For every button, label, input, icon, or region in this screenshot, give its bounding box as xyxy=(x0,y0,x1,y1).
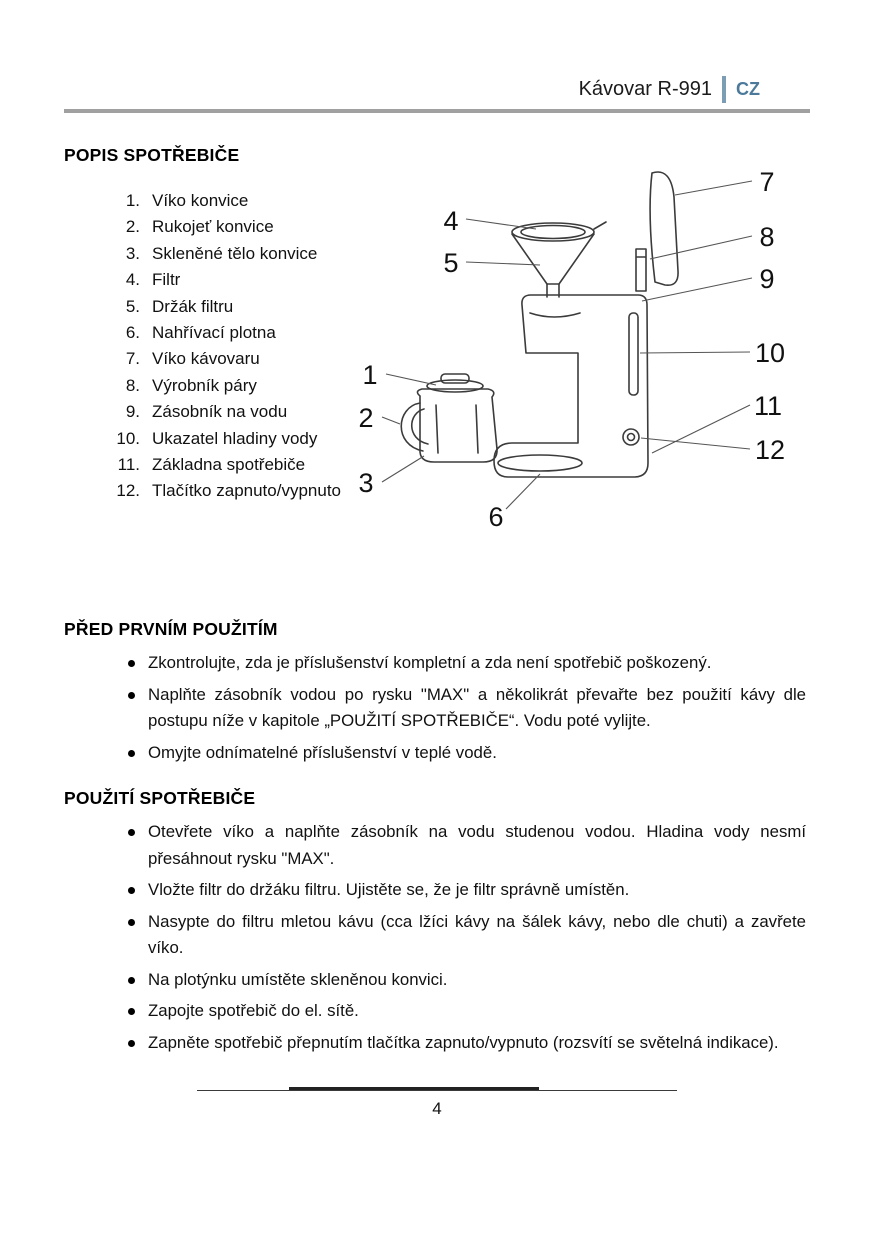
machine-body xyxy=(494,295,648,477)
before-first-use-list xyxy=(64,650,810,766)
section-heading-before-first-use: PŘED PRVNÍM POUŽITÍM xyxy=(64,619,278,639)
section-using-appliance xyxy=(64,788,810,1056)
item-number: 6. xyxy=(125,323,140,343)
page-content xyxy=(0,145,874,1056)
callout-11: 11 xyxy=(753,391,783,421)
header-rule xyxy=(64,109,810,113)
bullet-text: Naplňte zásobník vodou po rysku "MAX" a několikrát převařte bez použití kávy dle postupu níže v kapitole „POUŽITÍ SPOTŘEBIČE“. Vodu poté vylijte. xyxy=(148,684,806,730)
section-description xyxy=(64,145,810,597)
bullet-text: Otevřete víko a naplňte zásobník na vodu studenou vodou. Hladina vody nesmí přesáhnout rysku "MAX". xyxy=(148,822,806,868)
footer-rule xyxy=(197,1090,677,1091)
item-number: 12. xyxy=(116,481,140,501)
item-number: 2. xyxy=(125,217,140,237)
bullet-icon xyxy=(128,977,135,984)
callout-2: 2 xyxy=(358,403,374,433)
callout-5: 5 xyxy=(443,248,459,278)
bullet-icon xyxy=(128,750,135,757)
bullet-icon xyxy=(128,1008,135,1015)
callout-3: 3 xyxy=(358,468,374,498)
list-item xyxy=(126,998,806,1025)
page-number: 4 xyxy=(432,1099,442,1118)
callout-6: 6 xyxy=(488,502,504,532)
item-number: 8. xyxy=(125,375,140,395)
page-header xyxy=(0,0,874,113)
item-number: 5. xyxy=(125,296,140,316)
bullet-text: Zapojte spotřebič do el. sítě. xyxy=(148,1001,359,1020)
callout-12: 12 xyxy=(754,435,786,465)
item-number: 7. xyxy=(125,349,140,369)
leader-lines xyxy=(382,181,752,509)
item-label: Nahřívací plotna xyxy=(152,323,276,343)
item-number: 10. xyxy=(116,428,140,448)
item-label: Skleněné tělo konvice xyxy=(152,243,318,263)
callout-4: 4 xyxy=(443,206,459,236)
header-divider xyxy=(722,76,726,103)
list-item xyxy=(126,650,806,677)
callout-9: 9 xyxy=(759,264,775,294)
item-label: Filtr xyxy=(152,270,181,290)
using-appliance-list xyxy=(64,819,810,1056)
item-number: 11. xyxy=(117,455,140,475)
steam-vent xyxy=(636,249,646,291)
page-title: Kávovar R-991 xyxy=(578,78,712,100)
item-number: 9. xyxy=(125,402,140,422)
bullet-text: Na plotýnku umístěte skleněnou konvici. xyxy=(148,969,448,989)
heating-plate xyxy=(498,455,582,471)
bullet-icon xyxy=(128,919,135,926)
bullet-icon xyxy=(128,829,135,836)
list-item xyxy=(126,1030,806,1057)
section-heading-description: POPIS SPOTŘEBIČE xyxy=(64,145,240,165)
callout-1: 1 xyxy=(362,360,378,390)
item-label: Základna spotřebiče xyxy=(152,455,306,475)
list-item xyxy=(126,877,806,904)
list-item xyxy=(126,967,806,994)
bullet-text: Zkontrolujte, zda je příslušenství kompletní a zda není spotřebič poškozený. xyxy=(148,653,712,672)
item-label: Rukojeť konvice xyxy=(152,217,274,237)
bullet-icon xyxy=(128,660,135,667)
lid-open xyxy=(650,172,678,285)
item-number: 4. xyxy=(125,270,140,290)
coffee-maker-drawing xyxy=(340,153,812,553)
list-item xyxy=(126,740,806,767)
item-number: 3. xyxy=(125,243,140,263)
item-label: Zásobník na vodu xyxy=(152,402,288,422)
header-row xyxy=(64,76,810,103)
list-item xyxy=(126,682,806,735)
bullet-text: Nasypte do filtru mletou kávu (cca lžíci kávy na šálek kávy, nebo dle chuti) a zavřete víko. xyxy=(148,911,806,957)
item-label: Víko konvice xyxy=(152,191,249,210)
page-footer xyxy=(0,1090,874,1119)
item-label: Držák filtru xyxy=(152,296,234,316)
bullet-text: Zapněte spotřebič přepnutím tlačítka zapnuto/vypnuto (rozsvítí se světelná indikace). xyxy=(148,1032,779,1052)
language-badge: CZ xyxy=(736,79,760,99)
item-label: Víko kávovaru xyxy=(152,349,260,369)
carafe xyxy=(401,374,497,462)
section-heading-using-appliance: POUŽITÍ SPOTŘEBIČE xyxy=(64,788,256,808)
water-level-window xyxy=(629,313,638,395)
bullet-icon xyxy=(128,692,135,699)
bullet-text: Vložte filtr do držáku filtru. Ujistěte se, že je filtr správně umístěn. xyxy=(148,880,630,899)
item-number: 1. xyxy=(125,191,140,210)
power-button xyxy=(623,429,639,445)
item-label: Tlačítko zapnuto/vypnuto xyxy=(152,481,342,501)
callout-10: 10 xyxy=(754,338,786,368)
coffee-maker-diagram xyxy=(340,153,812,553)
item-label: Výrobník páry xyxy=(152,375,257,395)
list-item xyxy=(126,909,806,962)
bullet-icon xyxy=(128,1040,135,1047)
bullet-icon xyxy=(128,887,135,894)
filter-funnel xyxy=(512,222,606,297)
list-item xyxy=(126,819,806,872)
item-label: Ukazatel hladiny vody xyxy=(152,428,318,448)
tank-opening xyxy=(530,313,580,317)
callout-7: 7 xyxy=(759,167,775,197)
section-before-first-use xyxy=(64,619,810,766)
callout-8: 8 xyxy=(759,222,775,252)
bullet-text: Omyjte odnímatelné příslušenství v teplé vodě. xyxy=(148,742,497,762)
